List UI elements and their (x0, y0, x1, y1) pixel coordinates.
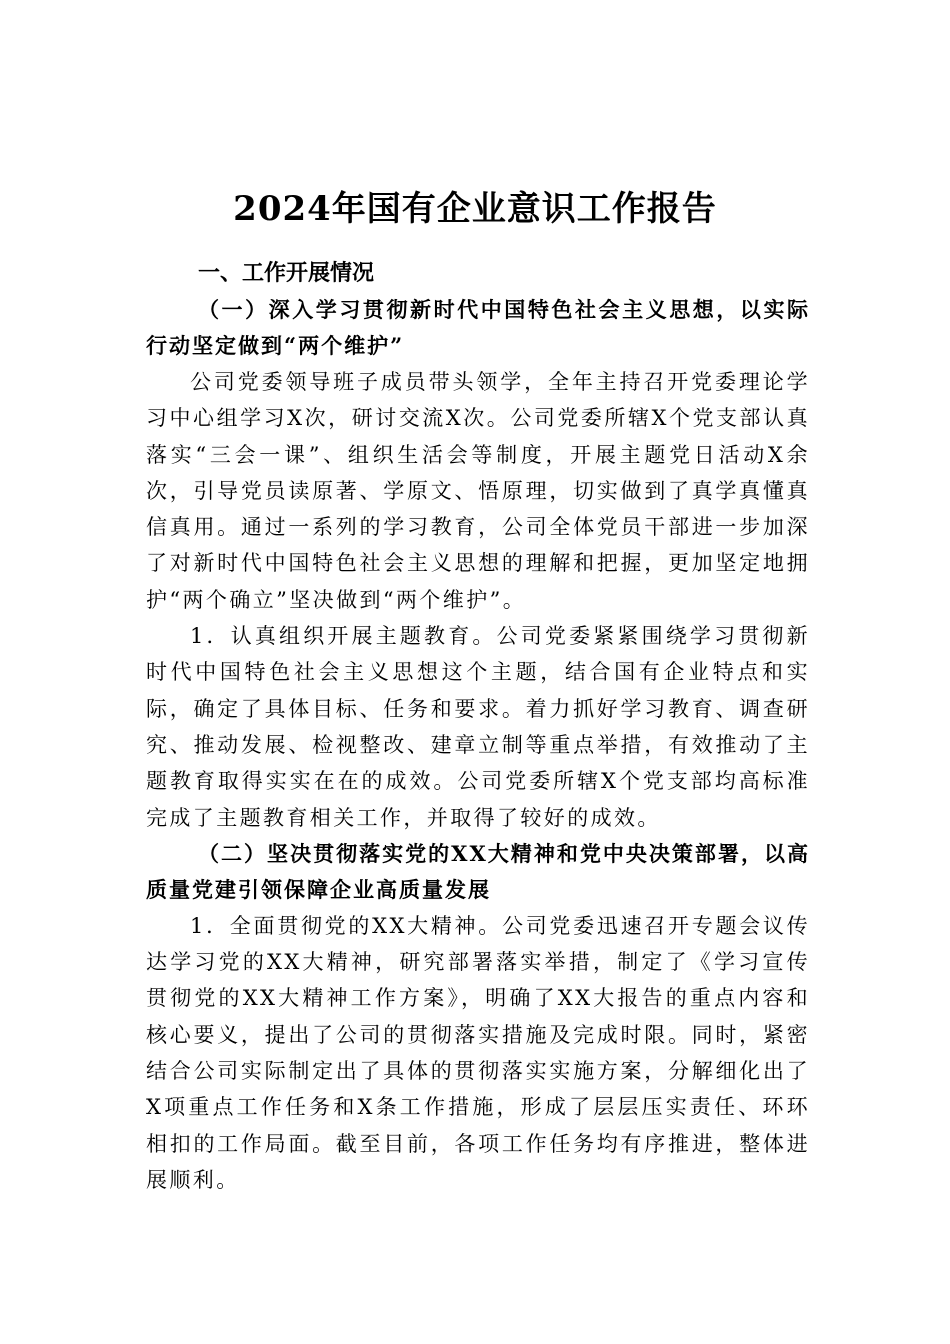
document-body (146, 256, 810, 1198)
document-title: 2024年国有企业意识工作报告 (233, 188, 717, 229)
subsection-heading-1: （一）深入学习贯彻新时代中国特色社会主义思想，以实际行动坚定做到“两个维护” (146, 297, 810, 358)
section-heading: 一、工作开展情况 (198, 261, 375, 286)
paragraph-theme-education: 1．认真组织开展主题教育。公司党委紧紧围绕学习贯彻新时代中国特色社会主义思想这个主题，结合国有企业特点和实际，确定了具体目标、任务和要求。着力抓好学习教育、调查研究、推动发展、检视整改、建章立制等重点举措，有效推动了主题教育取得实实在在的成效。公司党委所辖X个党支部均高标准完成了主题教育相关工作，并取得了较好的成效。 (146, 624, 810, 830)
paragraph-study-leadership: 公司党委领导班子成员带头领学，全年主持召开党委理论学习中心组学习X次，研讨交流X次。公司党委所辖X个党支部认真落实“三会一课”、组织生活会等制度，开展主题党日活动X余次，引导党员读原著、学原文、悟原理，切实做到了真学真懂真信真用。通过一系列的学习教育，公司全体党员干部进一步加深了对新时代中国特色社会主义思想的理解和把握，更加坚定地拥护“两个确立”坚决做到“两个维护”。 (146, 370, 810, 612)
subsection-heading-2: （二）坚决贯彻落实党的XX大精神和党中央决策部署，以高质量党建引领保障企业高质量发展 (146, 840, 810, 902)
paragraph-implement-spirit: 1．全面贯彻党的XX大精神。公司党委迅速召开专题会议传达学习党的XX大精神，研究部署落实举措，制定了《学习宣传贯彻党的XX大精神工作方案》，明确了XX大报告的重点内容和核心要义，提出了公司的贯彻落实措施及完成时限。同时，紧密结合公司实际制定出了具体的贯彻落实实施方案，分解细化出了X项重点工作任务和X条工作措施，形成了层层压实责任、环环相扣的工作局面。截至目前，各项工作任务均有序推进，整体进展顺利。 (146, 913, 810, 1192)
